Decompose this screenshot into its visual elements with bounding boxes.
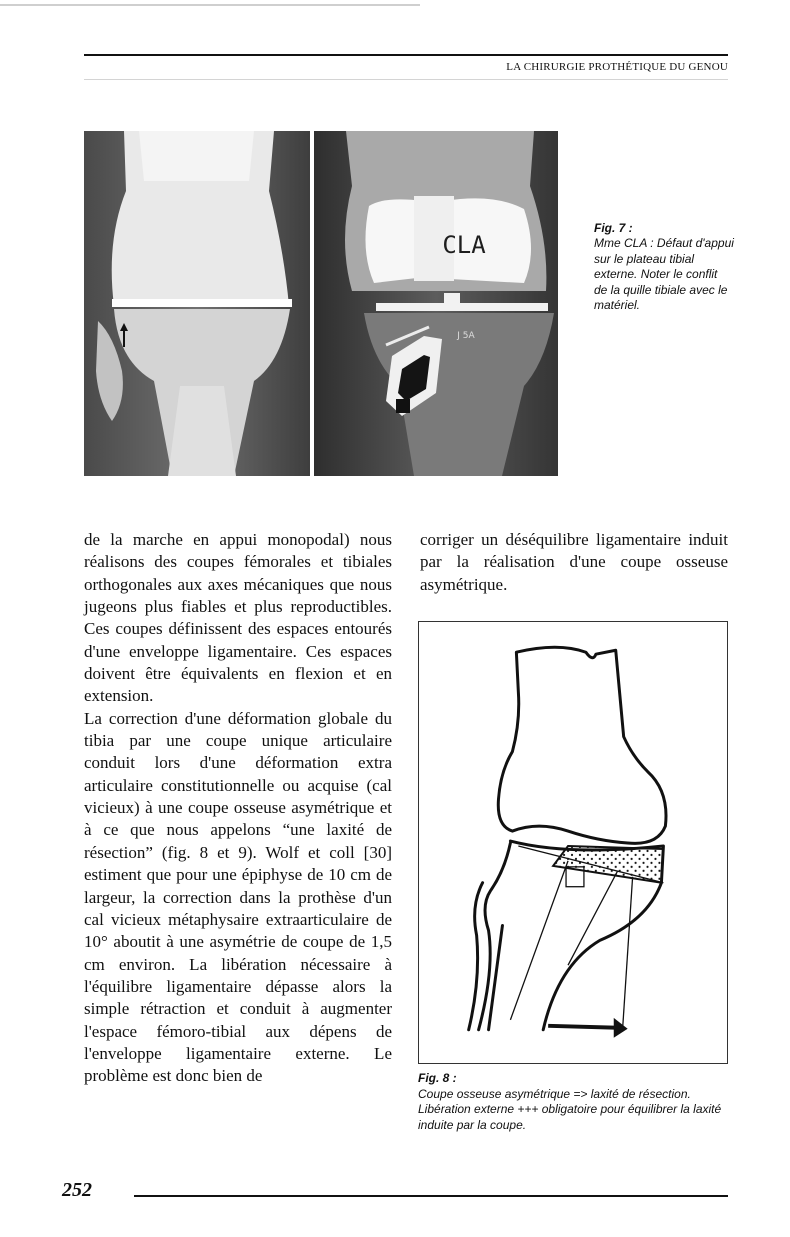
header-rule xyxy=(84,54,728,56)
resection-wedge xyxy=(553,846,663,883)
radiograph-right xyxy=(314,131,558,476)
running-head: LA CHIRURGIE PROTHÉTIQUE DU GENOU xyxy=(506,61,728,73)
body-paragraph: La correction d'une déformation globale du tibia par une coupe unique articulaire conduit lors d'une déformation extra articulaire constitutionnelle ou acquise (cal vicieux) à une coupe osseuse asymétrique et à ce que nous appelons “une laxité de résection” (fig. 8 et 9). Wolf et coll [30] estiment que pour une épiphyse de 10 cm de largeur, la correction dans la prothèse d'un cal vicieux métaphysaire extraarticulaire de 10° aboutit à une asymétrie de coupe de 1,5 cm environ. La libération nécessaire à l'équilibre ligamentaire dépasse alors la simple rétraction et conduit à augmenter l'espace fémoro-tibial aux dépens de l'enveloppe ligamentaire externe. Le problème est donc bien de xyxy=(84,708,392,1086)
figure-8-frame xyxy=(418,621,728,1064)
arrow-icon xyxy=(548,1026,618,1028)
figure-8-caption-label: Fig. 8 : xyxy=(418,1071,457,1085)
footer-rule xyxy=(134,1195,728,1197)
figure-8-diagram xyxy=(419,622,727,1063)
fibula-outline xyxy=(479,843,511,1030)
implant-label: CLA xyxy=(442,231,486,259)
radiograph-marker: J 5A xyxy=(457,331,475,341)
body-paragraph: corriger un déséquilibre ligamentaire induit par la réalisation d'une coupe osseuse asymétrique. xyxy=(420,530,728,594)
body-paragraph: de la marche en appui monopodal) nous réalisons des coupes fémorales et tibiales orthogonales aux axes mécaniques que nous jugeons plus fiables et plus reproductibles. Ces coupes définissent des espaces entourés d'une enveloppe ligamentaire. Ces espaces doivent être équivalents en flexion et en extension. xyxy=(84,530,392,706)
body-text-right-column xyxy=(420,529,728,596)
axis-line xyxy=(510,861,568,1020)
figure-8-caption xyxy=(418,1071,730,1133)
femur-outline xyxy=(498,647,666,843)
header-rule-secondary xyxy=(84,79,728,80)
figure-7-caption-text: Mme CLA : Défaut d'appui sur le plateau tibial externe. Noter le conflit de la quille tibiale avec le matériel. xyxy=(594,236,734,313)
page-number: 252 xyxy=(62,1179,92,1201)
figure-7-caption-label: Fig. 7 : xyxy=(594,221,633,235)
scan-top-edge xyxy=(0,4,420,6)
figure-7-caption xyxy=(594,221,734,313)
body-text-left-column xyxy=(84,529,392,1088)
radiograph-left xyxy=(84,131,310,476)
figure-8-caption-text: Coupe osseuse asymétrique => laxité de résection. Libération externe +++ obligatoire pour équilibrer la laxité induite par la coupe. xyxy=(418,1086,722,1132)
figure-7-radiographs xyxy=(84,131,558,476)
